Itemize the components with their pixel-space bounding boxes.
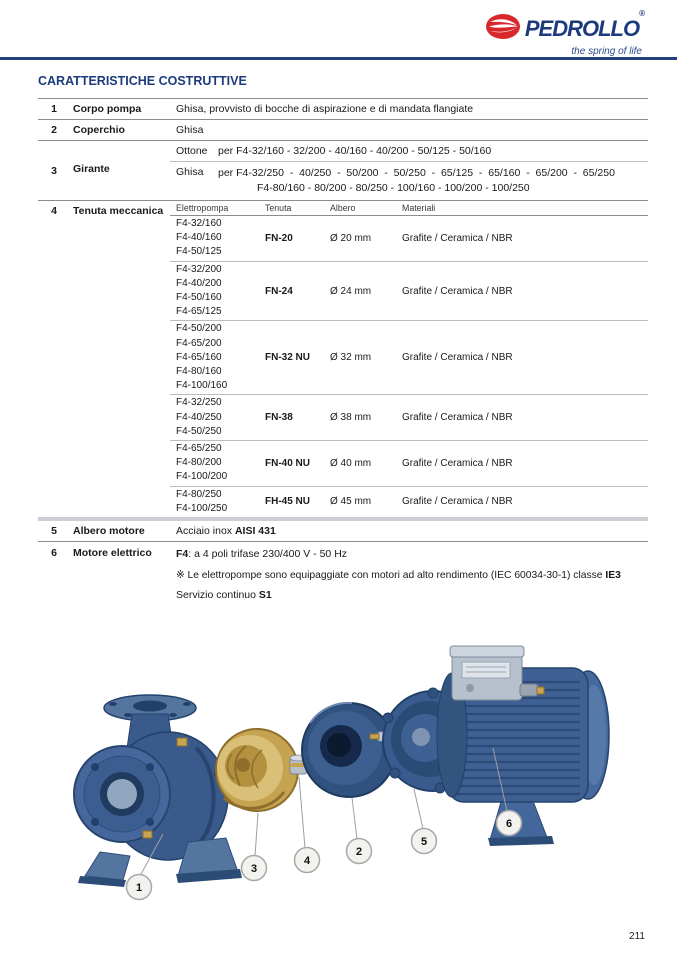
shaft-diameter: Ø 20 mm: [330, 232, 372, 244]
pump-model: F4-80/160: [176, 366, 222, 378]
callout-number-2: 2: [355, 846, 363, 858]
pump-model: F4-50/160: [176, 292, 222, 304]
pump-model: F4-32/160: [176, 218, 222, 229]
pump-model: F4-50/250: [176, 425, 222, 437]
table-row-albero-motore: [38, 517, 648, 541]
seal-materials: Grafite / Ceramica / NBR: [402, 352, 513, 364]
pump-list: [176, 322, 265, 393]
pump-models: [218, 166, 648, 196]
seal-materials: Grafite / Ceramica / NBR: [402, 285, 513, 297]
shaft-diameter: Ø 45 mm: [330, 496, 372, 508]
component-name: Corpo pompa: [73, 103, 142, 115]
electric-motor-illustration: [437, 646, 609, 846]
pump-list: [176, 217, 265, 260]
motor-details: [170, 542, 648, 610]
pump-model: F4-80/250: [176, 488, 222, 500]
pump-model: F4-80/200: [176, 457, 222, 469]
table-row-motore-elettrico: [38, 541, 648, 610]
pedrollo-swirl-icon: [485, 13, 521, 45]
pump-model: F4-40/160: [176, 232, 222, 244]
pump-model: F4-40/200: [176, 277, 222, 289]
seal-code: FN-38: [265, 412, 293, 424]
row-number: 4: [51, 205, 57, 217]
shaft-diameter: Ø 40 mm: [330, 457, 372, 469]
component-name: Coperchio: [73, 124, 125, 136]
seal-group-fh45nu: [170, 487, 648, 517]
seal-code: FN-40 NU: [265, 457, 311, 469]
col-header-tenuta: Tenuta: [265, 203, 292, 213]
component-desc: Ghisa: [176, 124, 204, 136]
motor-spec-text: : a 4 poli trifase 230/400 V - 50 Hz: [188, 548, 348, 561]
seal-group-fn20: [170, 216, 648, 262]
pump-model: F4-65/200: [176, 337, 222, 349]
row-number: 6: [51, 547, 57, 560]
duty-text: Servizio continuo: [176, 589, 259, 602]
pump-model: F4-65/160: [176, 351, 222, 363]
shaft-diameter: Ø 24 mm: [330, 285, 372, 297]
callout-number-3: 3: [250, 863, 258, 875]
motor-series: F4: [176, 548, 189, 561]
pump-model: F4-50/125: [176, 246, 222, 258]
table-row-girante: [38, 140, 648, 200]
shaft-diameter: Ø 38 mm: [330, 412, 372, 424]
seal-subtable: [170, 201, 648, 517]
duty-class: S1: [258, 589, 272, 602]
note-class: IE3: [605, 570, 621, 582]
pedrollo-logo: [485, 9, 644, 57]
component-name: Albero motore: [73, 525, 145, 538]
row-number: 3: [51, 164, 57, 177]
note-text: ※ Le elettropompe sono equipaggiate con motori ad alto rendimento (IEC 60034-30-1) classe: [176, 570, 606, 582]
header-rule: [0, 57, 677, 60]
component-name: Motore elettrico: [73, 547, 152, 560]
row-number: 2: [51, 124, 57, 136]
col-header-albero: Albero: [330, 203, 356, 213]
pump-models-line1: per F4-32/250 - 40/250 - 50/200 - 50/250 - 65/125 - 65/160 - 65/200 - 65/250: [218, 167, 615, 179]
table-row-tenuta-meccanica: [38, 200, 648, 517]
girante-ghisa-row: [170, 161, 648, 200]
desc-text: Acciaio inox: [176, 525, 235, 538]
seal-group-fn32nu: [170, 321, 648, 395]
pump-body-illustration: [74, 695, 242, 887]
pump-list: [176, 488, 265, 516]
material-label: Ottone: [176, 145, 208, 157]
seal-materials: Grafite / Ceramica / NBR: [402, 496, 513, 508]
pump-model: F4-40/250: [176, 411, 222, 423]
seal-code: FN-32 NU: [265, 352, 311, 364]
pump-model: F4-100/250: [176, 502, 228, 514]
pump-model: F4-65/125: [176, 306, 222, 318]
seal-group-fn38: [170, 395, 648, 441]
seal-code: FN-24: [265, 285, 293, 297]
seal-subtable-header: [170, 201, 648, 216]
pump-list: [176, 396, 265, 439]
shaft-diameter: Ø 32 mm: [330, 352, 372, 364]
component-desc: Ghisa, provvisto di bocche di aspirazione e di mandata flangiate: [176, 103, 474, 115]
page-number: 211: [629, 931, 645, 942]
pump-model: F4-100/160: [176, 380, 228, 392]
pump-model: F4-32/200: [176, 263, 222, 275]
seal-code: FH-45 NU: [265, 496, 311, 508]
material-label: Ghisa: [176, 166, 204, 178]
pump-models-line2: F4-80/160 - 80/200 - 80/250 - 100/160 - 100/200 - 100/250: [257, 182, 530, 194]
component-name: Girante: [73, 162, 110, 175]
component-name: Tenuta meccanica: [73, 205, 164, 217]
pump-model: F4-65/250: [176, 443, 222, 455]
seal-code: FN-20: [265, 232, 293, 244]
table-row-corpo-pompa: [38, 98, 648, 119]
seal-group-fn40nu: [170, 441, 648, 487]
brand-tagline: the spring of life: [571, 46, 642, 57]
seal-materials: Grafite / Ceramica / NBR: [402, 232, 513, 244]
girante-ottone-row: [170, 141, 648, 161]
exploded-pump-figure: [0, 628, 677, 958]
callout-number-5: 5: [420, 836, 428, 848]
table-row-coperchio: [38, 119, 648, 140]
construction-table: [38, 98, 648, 610]
brand-name: PEDROLLO®: [524, 9, 644, 41]
col-header-elettropompa: Elettropompa: [176, 203, 229, 213]
row-number: 1: [51, 103, 57, 115]
registered-mark: ®: [639, 9, 644, 18]
seal-materials: Grafite / Ceramica / NBR: [402, 457, 513, 469]
pump-model: F4-32/250: [176, 397, 222, 409]
pump-cover-illustration: [302, 703, 396, 797]
seal-group-fn24: [170, 262, 648, 322]
pump-model: F4-50/200: [176, 323, 222, 335]
pump-models: per F4-32/160 - 32/200 - 40/160 - 40/200 - 50/125 - 50/160: [218, 145, 492, 157]
motor-note: [170, 561, 648, 583]
callout-number-6: 6: [505, 818, 513, 830]
desc-bold: AISI 431: [234, 525, 276, 538]
row-number: 5: [51, 525, 57, 538]
girante-variants: [170, 141, 648, 200]
seal-materials: Grafite / Ceramica / NBR: [402, 412, 513, 424]
col-header-materiali: Materiali: [402, 203, 436, 213]
motor-spec: [170, 542, 648, 561]
component-desc: [170, 521, 648, 541]
pump-model: F4-100/200: [176, 471, 228, 483]
impeller-illustration: [214, 729, 298, 811]
callout-number-1: 1: [135, 882, 143, 894]
pump-list: [176, 442, 265, 485]
callout-number-4: 4: [303, 855, 311, 867]
pump-list: [176, 263, 265, 320]
motor-duty: [170, 583, 648, 610]
page-title: CARATTERISTICHE COSTRUTTIVE: [38, 74, 247, 88]
